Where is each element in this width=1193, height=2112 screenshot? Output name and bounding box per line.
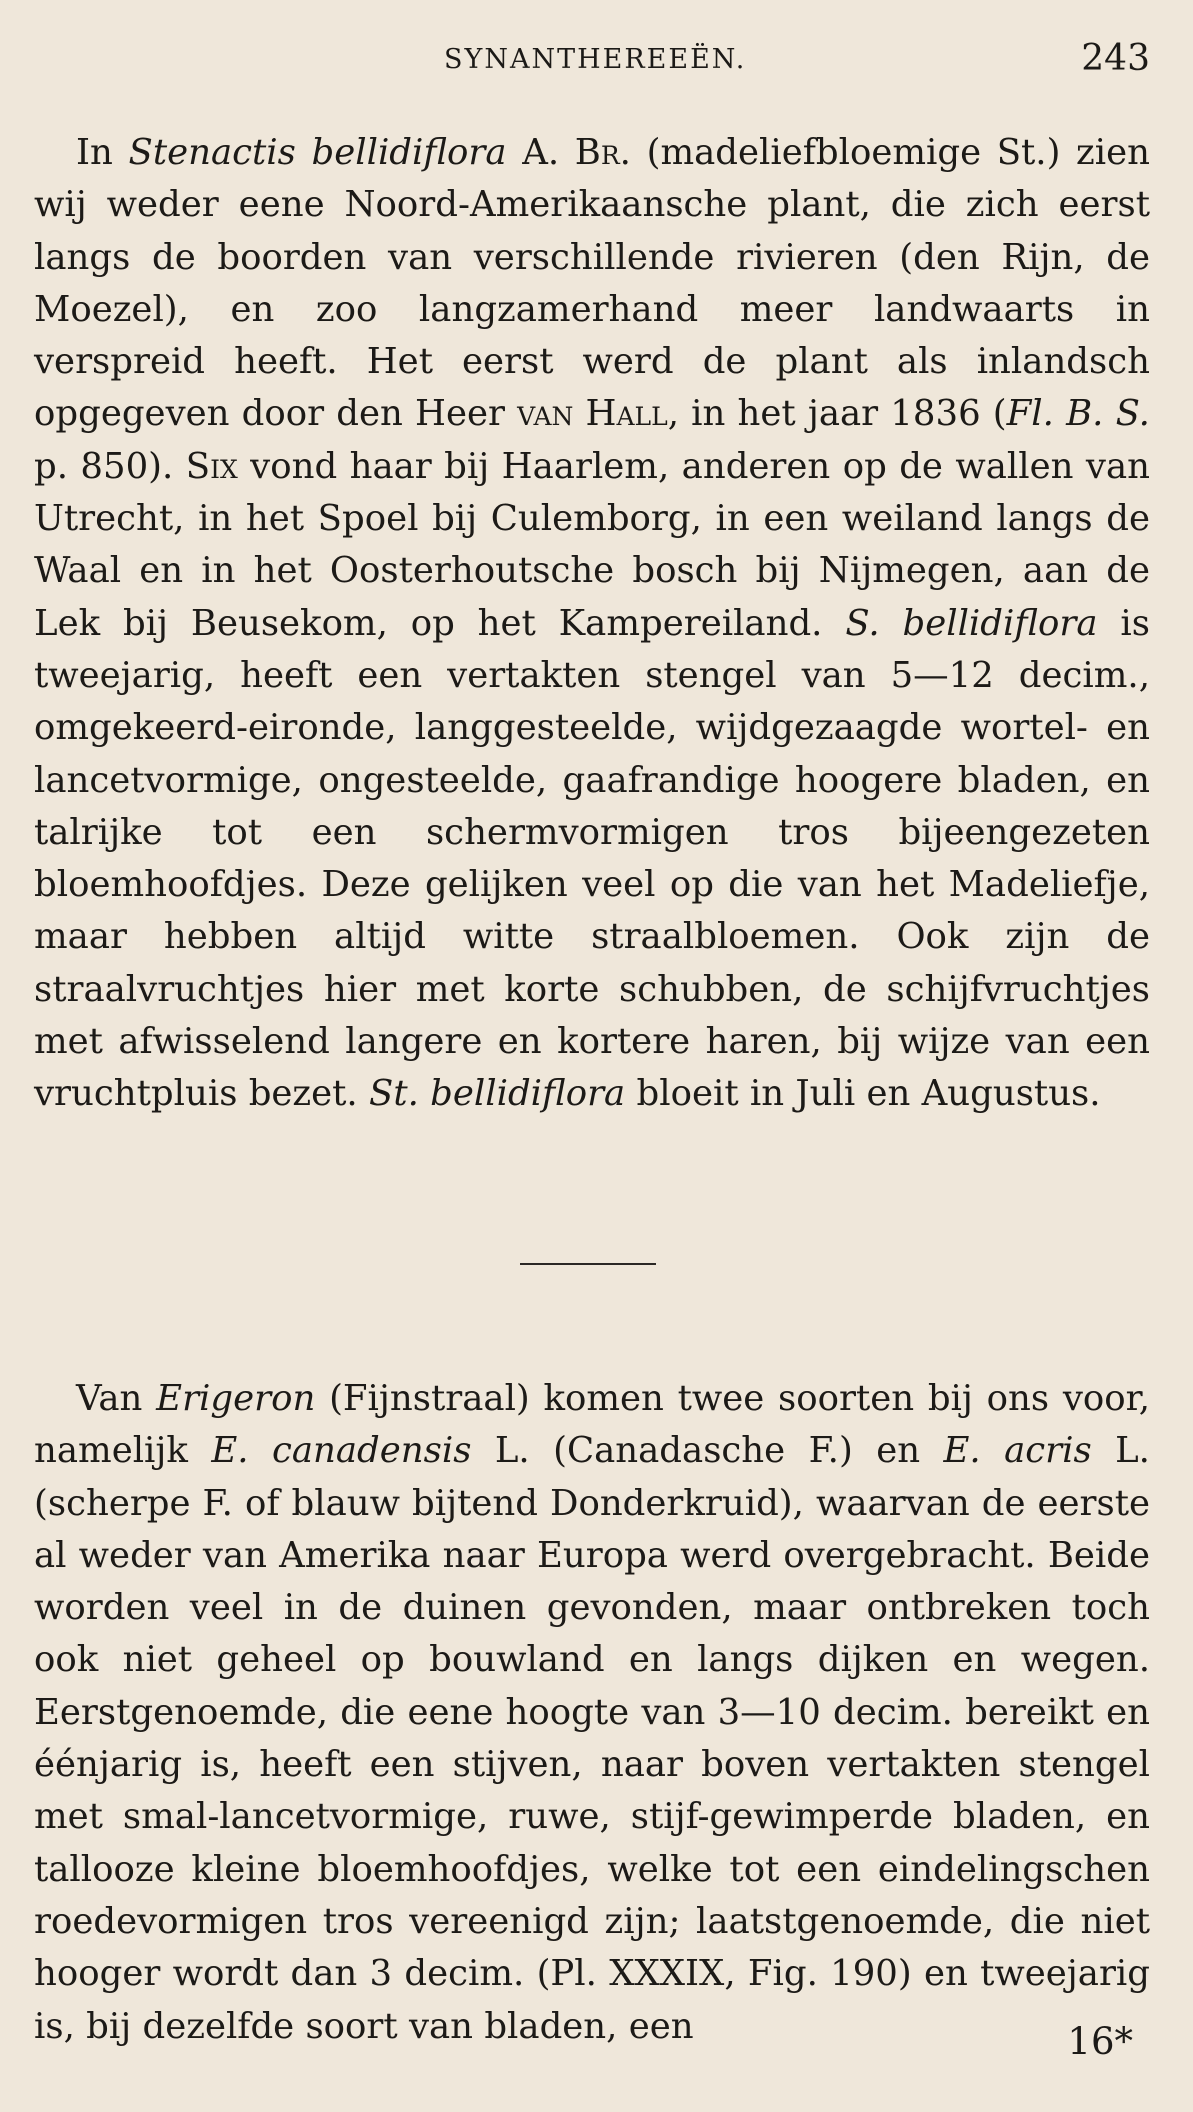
text-run: In — [76, 132, 113, 173]
author-name: Br. — [574, 132, 631, 173]
taxon-name: Erigeron — [156, 1378, 316, 1419]
text-run: bloeit in Juli en Augustus. — [636, 1073, 1101, 1115]
text-run: is tweejarig, heeft een vertakten stengel van 5—12 decim., omgekeerd-eironde, langgesteelde, wijdgezaagde wortel- en lancetvormige, ongesteelde, gaafrandige hoogere bladen, en talrijke tot een schermvormigen tros bijeengezeten bloemhoofdjes. Deze gelijken veel op die van het Madeliefje, maar hebben altijd witte straalbloemen. Ook zijn de straalvruchtjes hier met korte schubben, de schijfvruchtjes met afwisselend langere en kortere haren, bij wijze van een vruchtpluis bezet. — [34, 602, 1150, 1115]
text-run: , in het jaar 1836 ( — [667, 393, 1007, 435]
taxon-name: S. bellidiflora — [845, 602, 1098, 644]
text-run: (Fijnstraal) komen twee soorten bij ons voor, namelijk — [34, 1378, 1150, 1472]
taxon-name: E. canadensis — [211, 1430, 472, 1472]
paragraph-erigeron — [34, 1373, 1150, 2053]
person-name: Six — [185, 445, 238, 487]
text-run: A. — [522, 132, 560, 173]
text-run: L. (Canadasche F.) en — [494, 1430, 921, 1472]
page-number: 243 — [1081, 38, 1150, 79]
text-run: Van — [76, 1378, 143, 1419]
signature-mark: 16* — [1067, 2020, 1133, 2063]
text-run: (madeliefbloemige St.) zien wij weder eene Noord-Amerikaansche plant, die zich eerst langs de boorden van verschillende rivieren (den Rijn, de Moezel), en zoo langzamerhand meer landwaarts in verspreid heeft. Het eerst werd de plant als inlandsch opgegeven door den Heer — [34, 132, 1150, 435]
reference-title: Fl. B. S. — [1006, 393, 1150, 435]
text-run: L. (scherpe F. of blauw bijtend Donderkruid), waarvan de eerste al weder van Amerika naar Europa werd overgebracht. Beide worden veel in de duinen gevonden, maar ontbreken toch ook niet geheel op bouwland en langs dijken en wegen. Eerstgenoemde, die eene hoogte van 3—10 decim. bereikt en éénjarig is, heeft een stijven, naar boven vertakten stengel met smal-lancetvormige, ruwe, stijf-gewimperde bladen, en tallooze kleine bloemhoofdjes, welke tot een eindelingschen roedevormigen tros vereenigd zijn; laatstgenoemde, die niet hooger wordt dan 3 decim. (Pl. XXXIX, Fig. 190) en tweejarig is, bij dezelfde soort van bladen, een — [34, 1430, 1150, 2047]
taxon-name: E. acris — [943, 1430, 1092, 1472]
person-name: van Hall — [517, 393, 668, 435]
text-run: p. 850). — [34, 445, 174, 487]
page-header — [34, 38, 1150, 88]
taxon-name: St. bellidiflora — [369, 1073, 626, 1115]
text-run: vond haar bij Haarlem, anderen op de wallen van Utrecht, in het Spoel bij Culemborg, in een weiland langs de Waal en in het Oosterhoutsche bosch bij Nijmegen, aan de Lek bij Beusekom, op het Kampereiland. — [34, 445, 1150, 644]
paragraph-stenactis — [34, 127, 1150, 1121]
section-divider — [520, 1263, 656, 1265]
taxon-name: Stenactis bellidiflora — [128, 132, 507, 173]
running-title: SYNANTHEREEËN. — [444, 44, 747, 75]
